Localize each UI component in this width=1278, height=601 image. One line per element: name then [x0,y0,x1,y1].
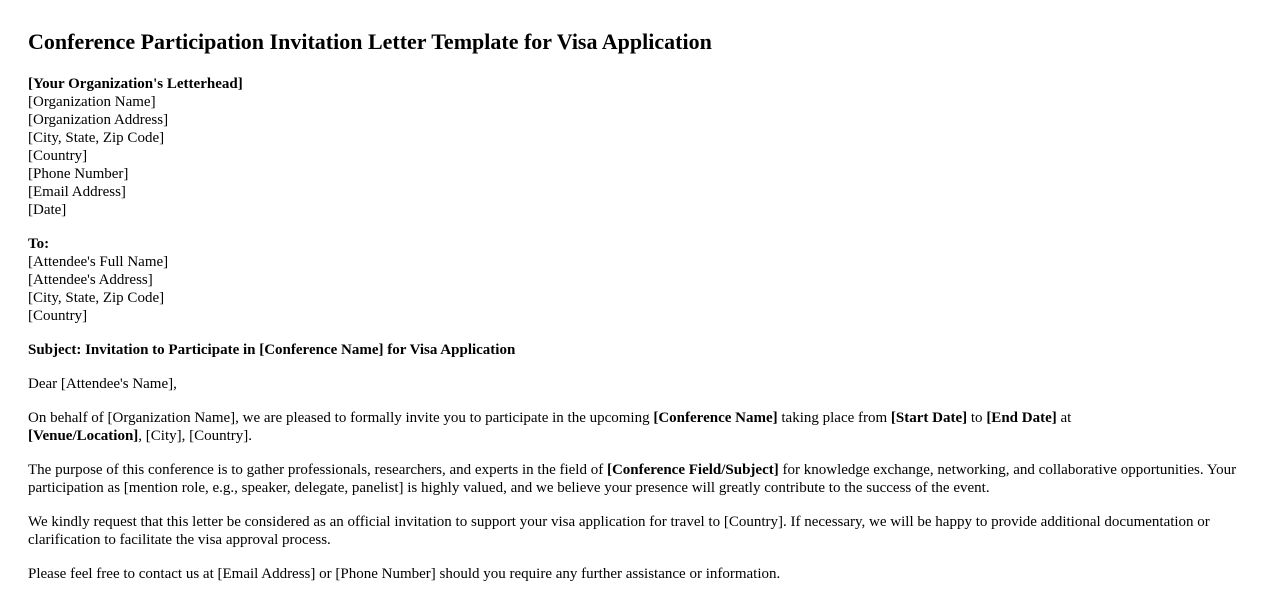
recipient-heading: To: [28,236,50,252]
venue-location: [Venue/Location] [28,428,139,444]
attendee-city: [City, State, Zip Code] [28,290,165,306]
page-title: Conference Participation Invitation Letter Template for Visa Application [28,29,712,54]
organization-name: [Organization Name] [28,94,156,110]
attendee-full-name: [Attendee's Full Name] [28,254,169,270]
letterhead-heading: [Your Organization's Letterhead] [28,76,243,92]
paragraph-purpose [28,461,1243,497]
recipient-block [28,235,1243,325]
paragraph-visa-request: We kindly request that this letter be considered as an official invitation to support your visa application for travel to [Country]. If necessary, we will be happy to provide additional documentation or clarification to facilitate the visa approval process. [28,514,1210,548]
organization-country: [Country] [28,148,88,164]
organization-address: [Organization Address] [28,112,169,128]
subject-line: Subject: Invitation to Participate in [Conference Name] for Visa Application [28,342,516,358]
para1-text-4: at [1056,410,1072,426]
organization-email: [Email Address] [28,184,126,200]
start-date: [Start Date] [890,410,968,426]
para2-text-1: The purpose of this conference is to gather professionals, researchers, and experts in the field of [28,462,607,478]
organization-phone: [Phone Number] [28,166,129,182]
conference-name: [Conference Name] [653,410,778,426]
para2-text-2: for knowledge exchange, networking, and collaborative opportunities. Your participation as [mention role, e.g., speaker, delegate, panelist] is highly valued, and we believe your presence will greatly contribute to the success of the event. [28,462,1237,496]
letter-date: [Date] [28,202,67,218]
conference-field: [Conference Field/Subject] [606,462,779,478]
para1-text-1: On behalf of [Organization Name], we are pleased to formally invite you to participate in the upcoming [28,410,654,426]
para1-text-3: to [967,410,987,426]
end-date: [End Date] [986,410,1057,426]
para1-text-5: , [City], [Country]. [138,428,253,444]
paragraph-contact: Please feel free to contact us at [Email Address] or [Phone Number] should you require any further assistance or information. [28,566,781,582]
attendee-address: [Attendee's Address] [28,272,153,288]
paragraph-invitation [28,409,1243,445]
salutation: Dear [Attendee's Name], [28,376,177,392]
attendee-country: [Country] [28,308,88,324]
organization-city: [City, State, Zip Code] [28,130,165,146]
letterhead-block [28,75,1243,219]
para1-text-2: taking place from [777,410,891,426]
